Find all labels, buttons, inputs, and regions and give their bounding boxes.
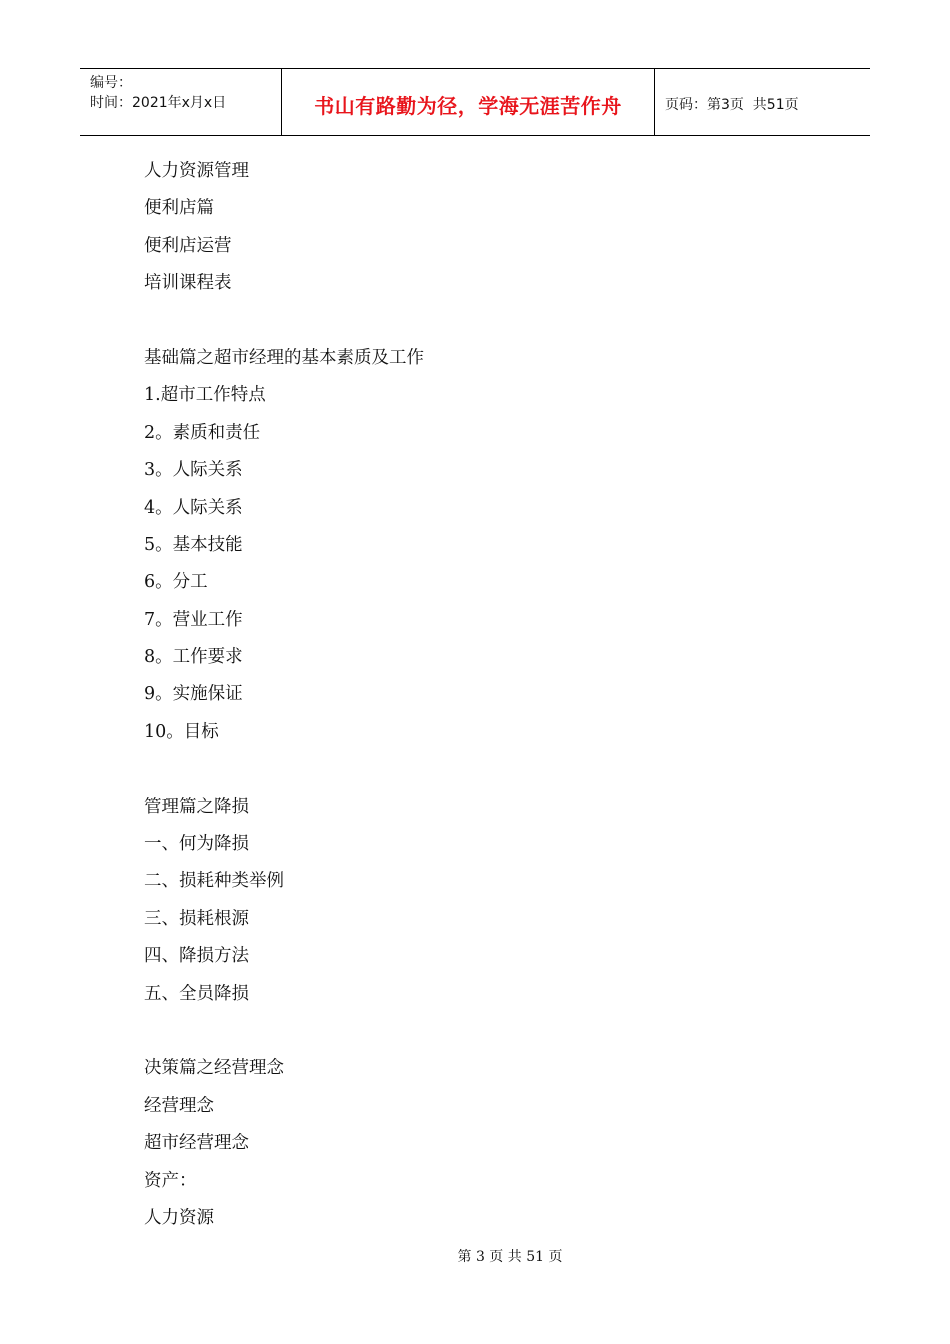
outline-item: 超市经营理念 (144, 1133, 249, 1154)
section-heading: 决策篇之经营理念 (144, 1058, 284, 1079)
outline-item: 五、全员降损 (144, 983, 249, 1004)
document-number-label: 编号： (90, 75, 132, 91)
outline-item: 2。素质和责任 (144, 422, 261, 443)
outline-item: 8。工作要求 (144, 647, 243, 668)
header-motto: 书山有路勤为径，学海无涯苦作舟 (282, 69, 655, 135)
section-spacer (144, 1013, 844, 1050)
outline-item: 三、损耗根源 (144, 908, 249, 929)
outline-section (144, 1050, 844, 1237)
outline-section (144, 340, 844, 751)
header-page-info: 页码：第3页 共51页 (665, 97, 799, 113)
outline-item: 一、何为降损 (144, 834, 249, 855)
outline-item: 经营理念 (144, 1095, 214, 1116)
outline-item: 四、降损方法 (144, 946, 249, 967)
section-heading: 管理篇之降损 (144, 796, 249, 817)
outline-section (144, 789, 844, 1013)
outline-item: 7。营业工作 (144, 609, 243, 630)
outline-item: 便利店运营 (144, 235, 232, 256)
outline-item: 5。基本技能 (144, 534, 243, 555)
outline-item: 人力资源 (144, 1207, 214, 1228)
outline-item: 10。目标 (144, 721, 219, 742)
section-heading: 基础篇之超市经理的基本素质及工作 (144, 347, 424, 368)
outline-item: 便利店篇 (144, 198, 214, 219)
page-footer: 第 3 页 共 51 页 (457, 1249, 563, 1265)
outline-item: 6。分工 (144, 572, 208, 593)
outline-item: 人力资源管理 (144, 161, 249, 181)
outline-item: 3。人际关系 (144, 460, 243, 481)
document-time-label: 时间：2021年x月x日 (90, 95, 227, 111)
outline-item: 培训课程表 (144, 273, 232, 294)
section-spacer (144, 303, 844, 340)
outline-item: 9。实施保证 (144, 684, 243, 705)
document-body (144, 153, 844, 1237)
section-spacer (144, 751, 844, 788)
outline-item: 4。人际关系 (144, 497, 243, 518)
page-header (80, 68, 870, 136)
outline-section (144, 153, 844, 303)
outline-item: 二、损耗种类举例 (144, 871, 284, 892)
header-meta (80, 69, 282, 135)
outline-item: 资产： (144, 1170, 197, 1191)
outline-item: 1.超市工作特点 (144, 385, 266, 406)
